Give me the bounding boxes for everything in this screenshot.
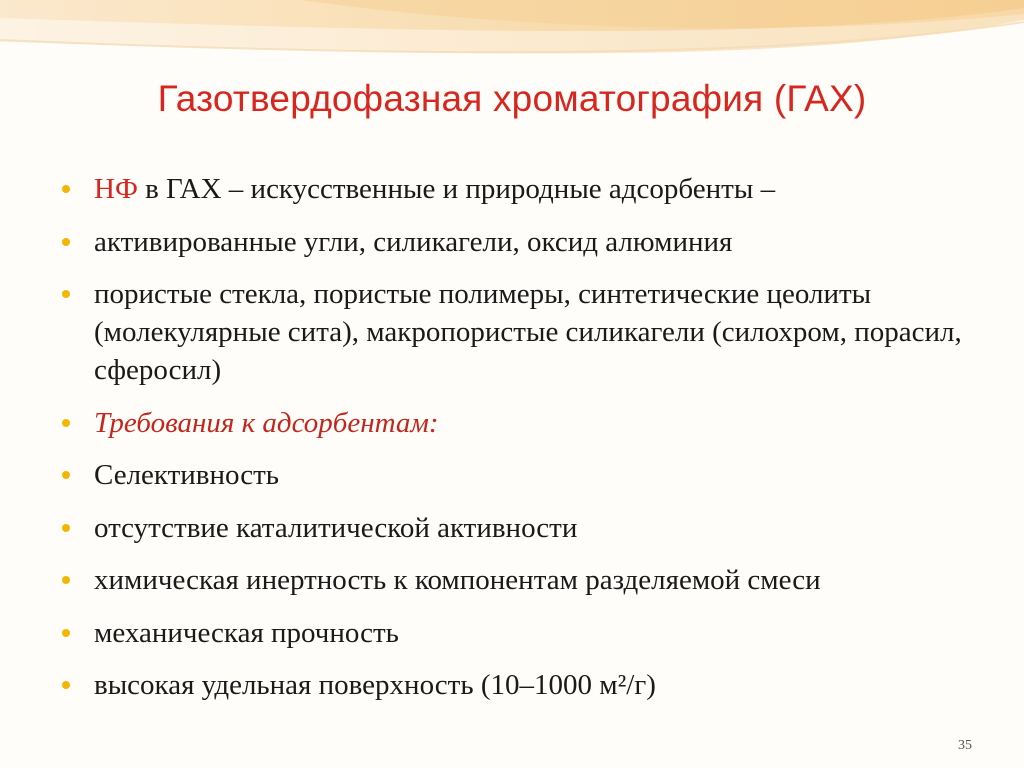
bullet-dot-icon <box>62 471 70 479</box>
list-item <box>62 223 962 261</box>
bullet-dot-icon <box>62 290 70 298</box>
list-item-text: химическая инертность к компонентам разделяемой смеси <box>94 564 821 596</box>
list-item <box>62 509 962 547</box>
list-item-text: Требования к адсорбентам: <box>94 406 439 439</box>
list-item <box>62 666 962 704</box>
bullet-dot-icon <box>62 681 70 689</box>
list-item-text: отсутствие каталитической активности <box>94 511 578 544</box>
list-item-prefix: НФ <box>94 173 138 205</box>
bullet-list <box>62 170 962 719</box>
list-item <box>62 275 962 389</box>
list-item-text: пористые стекла, пористые полимеры, синтетические цеолиты (молекулярные сита), макропористые силикагели (силохром, порасил, сферосил) <box>94 278 962 386</box>
list-item-text: активированные угли, силикагели, оксид алюминия <box>94 225 733 258</box>
bullet-dot-icon <box>62 629 70 637</box>
bullet-dot-icon <box>62 524 70 532</box>
slide-title: Газотвердофазная хроматография (ГАХ) <box>157 78 867 119</box>
list-item-text: Селективность <box>94 459 280 491</box>
bullet-dot-icon <box>62 238 70 246</box>
list-item-text: высокая удельная поверхность (10–1000 м²/г) <box>94 669 656 701</box>
bullet-dot-icon <box>62 576 70 584</box>
list-item <box>62 456 962 494</box>
list-item <box>62 614 962 652</box>
page-number: 35 <box>958 738 972 753</box>
list-item <box>62 404 962 442</box>
list-item-text: механическая прочность <box>94 616 399 649</box>
list-item <box>62 561 962 599</box>
list-item <box>62 170 962 208</box>
bullet-dot-icon <box>62 419 70 427</box>
list-item-text: в ГАХ – искусственные и природные адсорбенты – <box>137 173 776 205</box>
bullet-dot-icon <box>62 185 70 193</box>
